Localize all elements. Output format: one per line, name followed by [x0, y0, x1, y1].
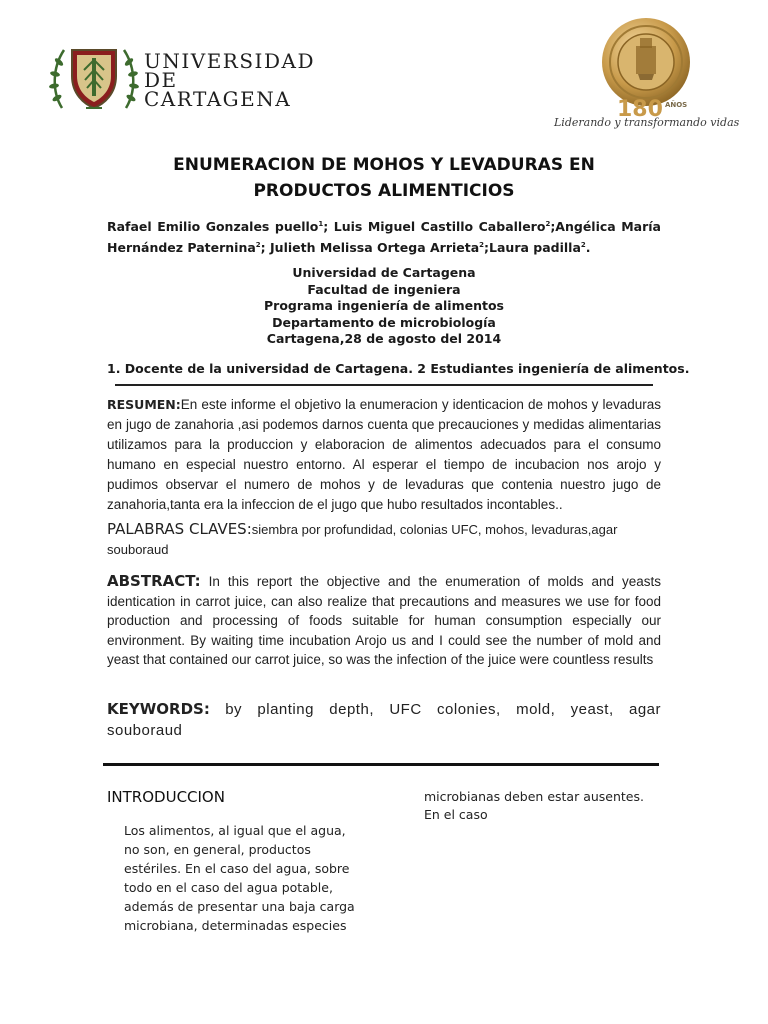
text-line: Los alimentos, al igual que el agua, [124, 823, 346, 838]
abstract-label: ABSTRACT: [107, 572, 201, 590]
introduccion-heading: INTRODUCCION [107, 788, 225, 806]
author-name: ;Angélica María Hernández Paternina [107, 219, 661, 256]
palabras-claves-label: PALABRAS CLAVES: [107, 520, 252, 538]
author-list-end: . [585, 240, 591, 256]
author-name: ; Julieth Melissa Ortega Arrieta [260, 240, 480, 256]
introduccion-column-left [124, 821, 364, 935]
affiliation-marker: 1 [318, 220, 324, 228]
palabras-claves-text: siembra por profundidad, colonias UFC, mohos, levaduras,agar souboraud [107, 522, 618, 557]
header-divider [115, 384, 653, 386]
text-line: no son, en general, productos [124, 842, 311, 857]
university-name-line: CARTAGENA [144, 87, 292, 111]
text-line: microbianas deben estar ausentes. [424, 789, 644, 804]
affiliation-line: Departamento de microbiología [272, 314, 496, 330]
affiliation-line: Facultad de ingeniera [307, 281, 461, 297]
text-line: además de presentar una baja carga [124, 899, 355, 914]
author-list [107, 215, 661, 257]
anniversary-suffix: AÑOS [664, 101, 688, 109]
affiliation-block [107, 265, 661, 348]
text-line: estériles. En el caso del agua, sobre [124, 861, 350, 876]
text-line: todo en el caso del agua potable, [124, 880, 333, 895]
affiliation-line: Programa ingeniería de alimentos [264, 298, 504, 313]
abstract-text: In this report the objective and the enumeration of molds and yeasts identication in carrot juice, can also realize that precautions and measures we use for food production and processing of foods suitable for human consumption especially our environment. By waiting time incubation Arojo us and I could see the number of mold and yeast that contained our carrot juice, so was the infection of the juice were countless results [107, 574, 661, 667]
palabras-claves-paragraph [107, 519, 661, 560]
keywords-text: by planting depth, UFC colonies, mold, yeast, agar souboraud [107, 701, 661, 739]
title-line: ENUMERACION DE MOHOS Y LEVADURAS EN [173, 155, 595, 175]
title-line: PRODUCTOS ALIMENTICIOS [253, 181, 515, 201]
affiliation-line: Cartagena,28 de agosto del 2014 [266, 331, 502, 346]
section-divider [103, 763, 659, 766]
affiliation-marker: 2 [479, 241, 485, 250]
text-line: En el caso [424, 807, 488, 822]
affiliation-marker: 2 [580, 241, 586, 250]
university-name-line: UNIVERSIDAD [144, 49, 315, 73]
resumen-label: RESUMEN: [107, 397, 181, 412]
author-name: Rafael Emilio Gonzales puello [107, 219, 319, 235]
anniversary-number: 180 [617, 97, 663, 122]
author-name: ;Laura padilla [484, 240, 581, 256]
university-name [144, 49, 315, 111]
keywords-paragraph [107, 699, 661, 741]
author-name: ; Luis Miguel Castillo Caballero [323, 219, 546, 235]
affiliation-line: Universidad de Cartagena [292, 265, 476, 280]
keywords-label: KEYWORDS: [107, 700, 210, 718]
text-line: microbiana, determinadas especies [124, 918, 347, 933]
affiliation-marker: 2 [255, 241, 261, 250]
resumen-text: En este informe el objetivo la enumeracion y identicacion de mohos y levaduras en jugo de zanahoria ,asi podemos darnos cuenta que precauciones y medidas alimentarias utilizamos para la produccion y elaboracion de alimentos adecuados para el consumo humano en especial nuestro entorno. Al esperar el tiempo de incubacion nos arojo y pudimos observar el numero de mohos y de levaduras que contenia nuestro jugo de zanahoria,tanta era la infeccion de el jugo que hubo resultados incontables.. [107, 397, 661, 512]
author-roles-note: 1. Docente de la universidad de Cartagena. 2 Estudiantes ingeniería de alimentos. [107, 361, 690, 376]
paper-title [100, 152, 668, 204]
affiliation-marker: 2 [545, 220, 551, 228]
introduccion-column-right [424, 788, 664, 824]
university-motto: Liderando y transformando vidas [554, 116, 740, 129]
resumen-paragraph [107, 395, 661, 515]
university-name-line: DE [144, 68, 178, 92]
university-crest-icon [48, 42, 140, 114]
page-header [0, 0, 768, 140]
abstract-paragraph [107, 572, 661, 670]
